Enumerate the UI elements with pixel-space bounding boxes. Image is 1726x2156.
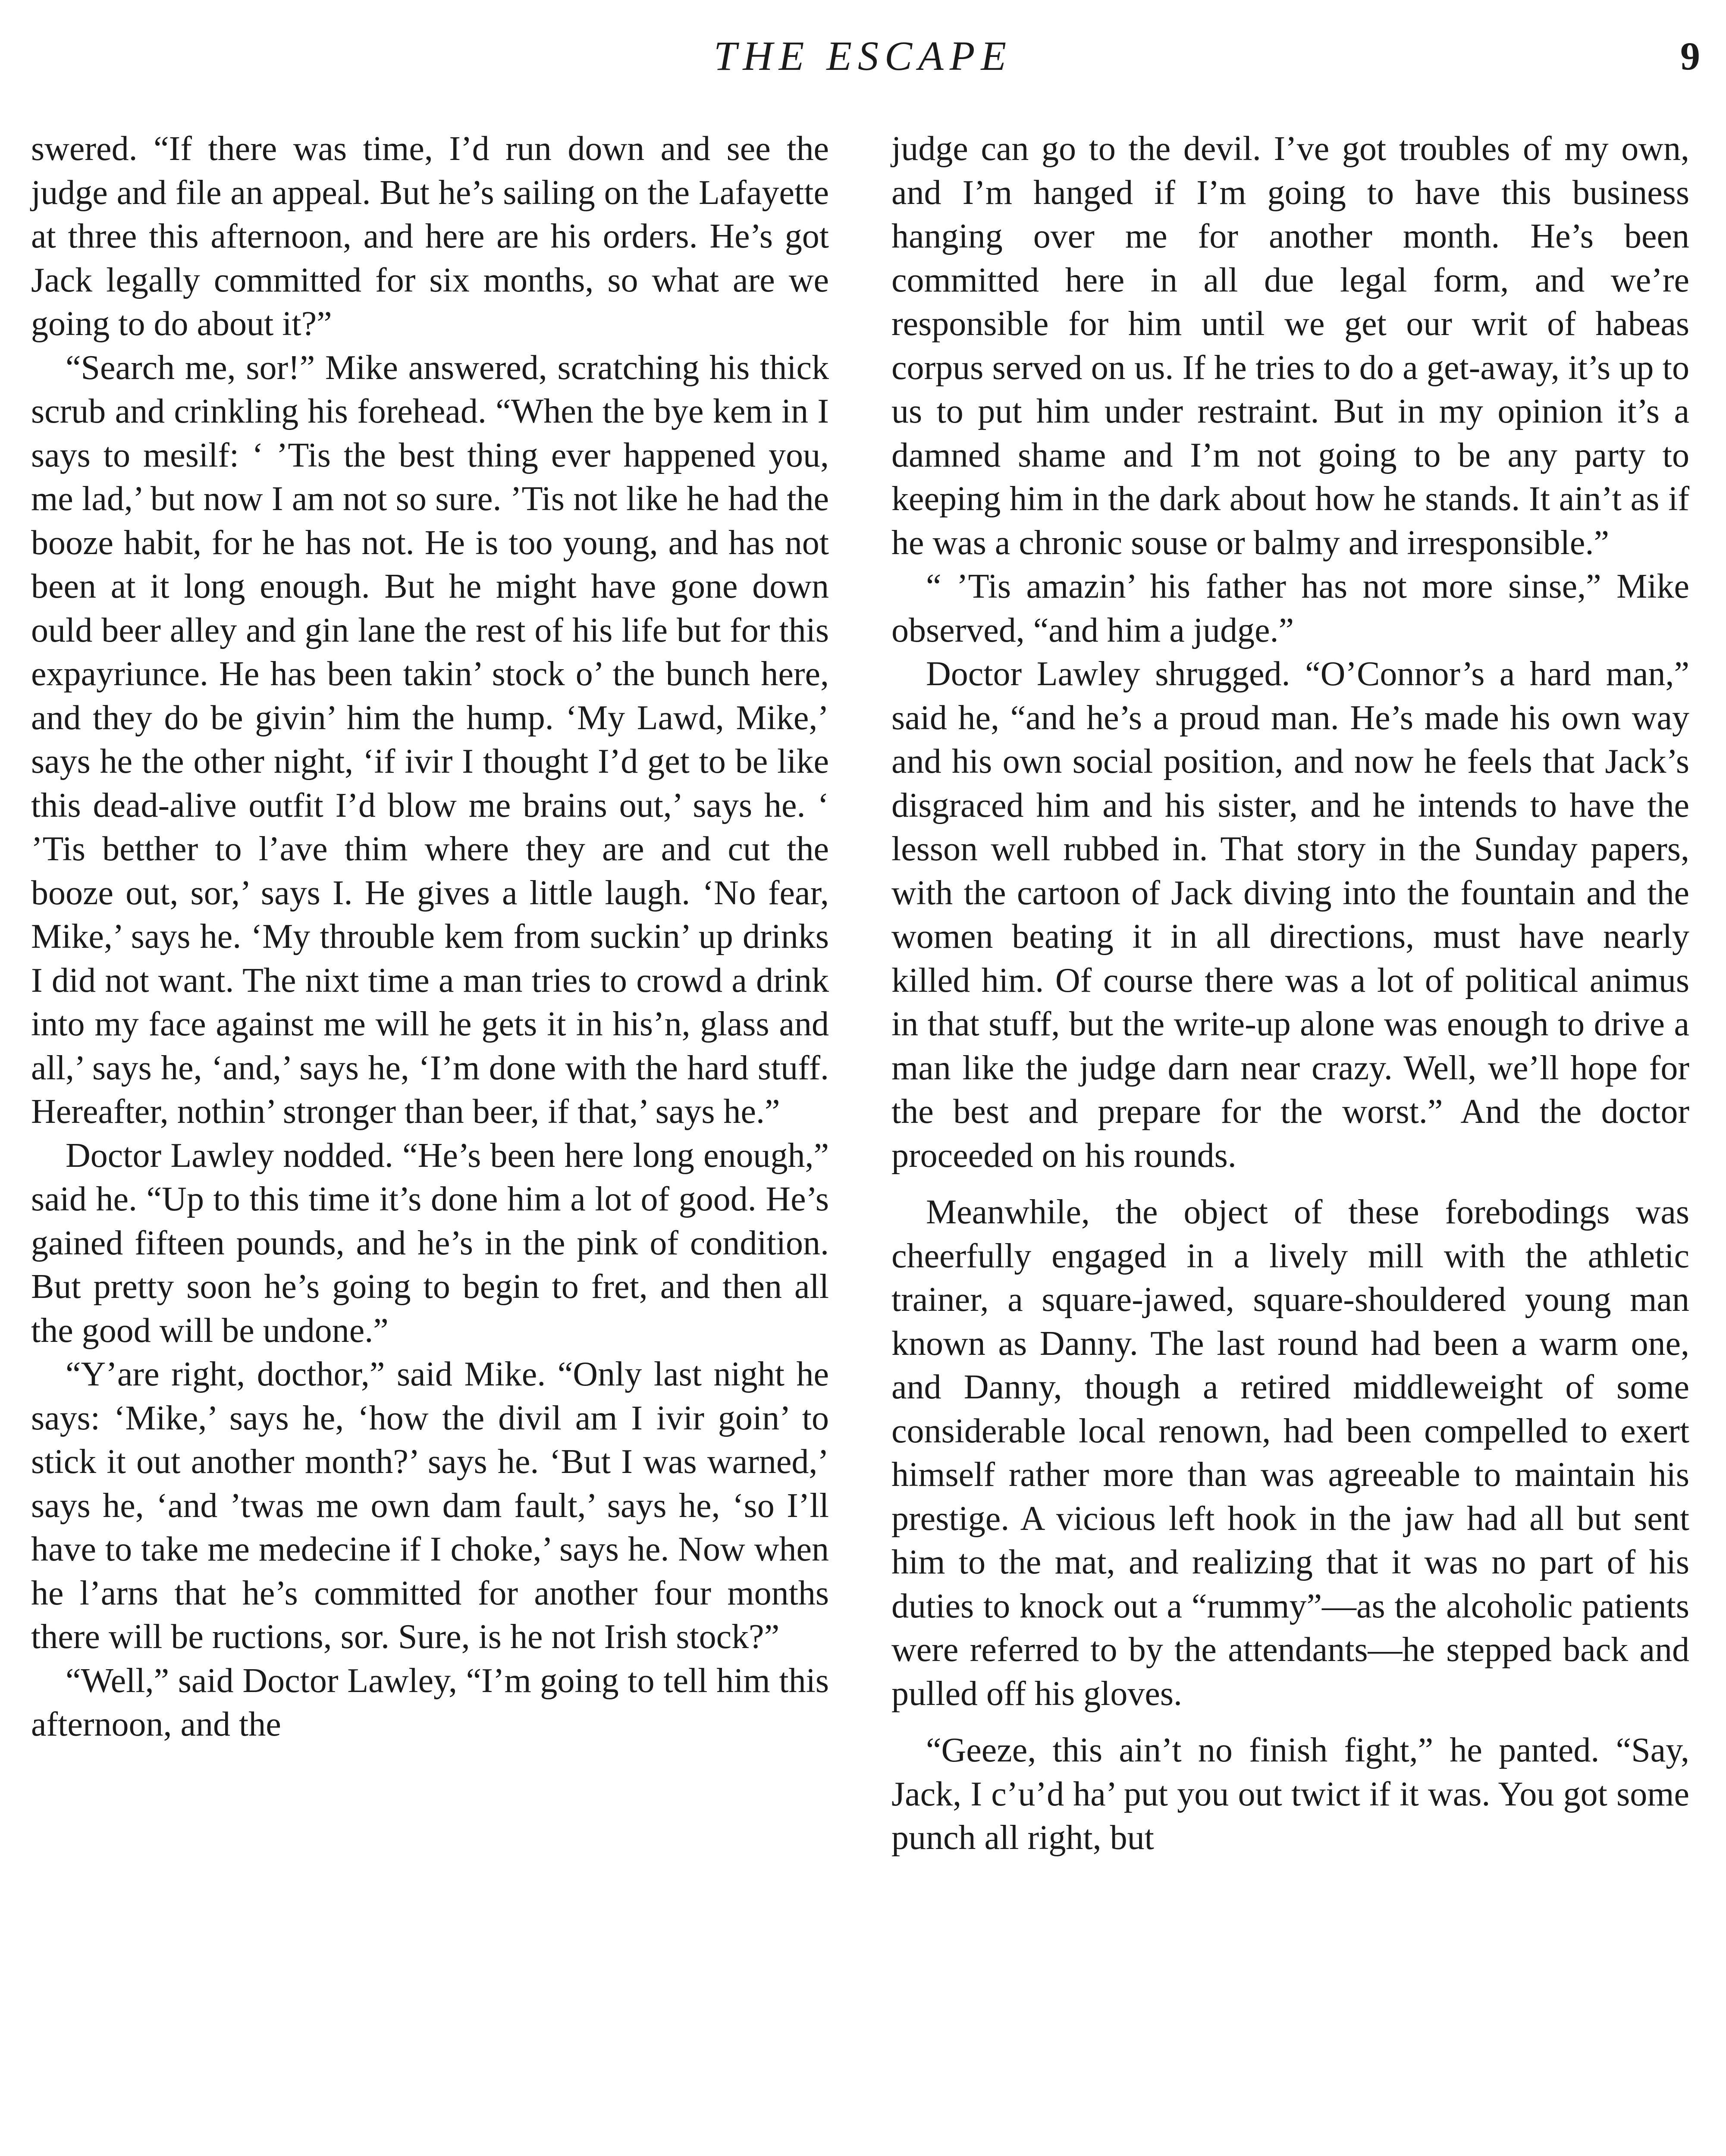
- page-number: 9: [1680, 34, 1700, 78]
- right-column: [891, 127, 1689, 1860]
- paragraph: “ ’Tis amazin’ his father has not more sinse,” Mike observed, “and him a judge.”: [891, 567, 1689, 649]
- paragraph: Doctor Lawley shrugged. “O’Connor’s a hard man,” said he, “and he’s a proud man. He’s made his own way and his own social position, and now he feels that Jack’s disgraced him and his sister, and he intends to have the lesson well rubbed in. That story in the Sunday papers, with the cartoon of Jack diving into the fountain and the women beating it in all directions, must have nearly killed him. Of course there was a lot of political animus in that stuff, but the write-up alone was enough to drive a man like the judge darn near crazy. Well, we’ll hope for the best and prepare for the worst.” And the doctor proceeded on his rounds.: [891, 655, 1689, 1175]
- paragraph: swered. “If there was time, I’d run down and see the judge and file an appeal. But he’s sailing on the Lafayette at three this afternoon, and here are his orders. He’s got Jack legally committed for six months, so what are we going to do about it?”: [31, 130, 829, 343]
- paragraph: “Geeze, this ain’t no finish fight,” he panted. “Say, Jack, I c’u’d ha’ put you out twict if it was. You got some punch all right, but: [891, 1731, 1689, 1857]
- paragraph: “Y’are right, docthor,” said Mike. “Only last night he says: ‘Mike,’ says he, ‘how the divil am I ivir goin’ to stick it out another month?’ says he. ‘But I was warned,’ says he, ‘and ’twas me own dam fault,’ says he, ‘so I’ll have to take me medecine if I choke,’ says he. Now when he l’arns that he’s committed for another four months there will be ructions, sor. Sure, is he not Irish stock?”: [31, 1355, 829, 1656]
- running-head: [0, 30, 1726, 82]
- paragraph: “Well,” said Doctor Lawley, “I’m going to tell him this afternoon, and the: [31, 1661, 829, 1743]
- paragraph: Meanwhile, the object of these forebodings was cheerfully engaged in a lively mill with the athletic trainer, a square-jawed, square-shouldered young man known as Danny. The last round had been a warm one, and Danny, though a retired middleweight of some considerable local renown, had been compelled to exert himself rather more than was agreeable to maintain his prestige. A vicious left hook in the jaw had all but sent him to the mat, and realizing that it was no part of his duties to knock out a “rummy”—as the alcoholic patients were referred to by the attendants—he stepped back and pulled off his gloves.: [891, 1193, 1689, 1713]
- paragraph: “Search me, sor!” Mike answered, scratching his thick scrub and crinkling his forehead. “When the bye kem in I says to mesilf: ‘ ’Tis the best thing ever happened you, me lad,’ but now I am not so sure. ’Tis not like he had the booze habit, for he has not. He is too young, and has not been at it long enough. But he might have gone down ould beer alley and gin lane the rest of his life but for this expayriunce. He has been takin’ stock o’ the bunch here, and they do be givin’ him the hump. ‘My Lawd, Mike,’ says he the other night, ‘if ivir I thought I’d get to be like this dead-alive outfit I’d blow me brains out,’ says he. ‘ ’Tis betther to l’ave thim where they are and cut the booze out, sor,’ says I. He gives a little laugh. ‘No fear, Mike,’ says he. ‘My throuble kem from suckin’ up drinks I did not want. The nixt time a man tries to crowd a drink into my face against me will he gets it in his’n, glass and all,’ says he, ‘and,’ says he, ‘I’m done with the hard stuff. Hereafter, nothin’ stronger than beer, if that,’ says he.”: [31, 348, 829, 1131]
- paragraph: Doctor Lawley nodded. “He’s been here long enough,” said he. “Up to this time it’s done him a lot of good. He’s gained fifteen pounds, and he’s in the pink of condition. But pretty soon he’s going to begin to fret, and then all the good will be undone.”: [31, 1136, 829, 1350]
- paragraph: judge can go to the devil. I’ve got troubles of my own, and I’m hanged if I’m going to have this business hanging over me for another month. He’s been committed here in all due legal form, and we’re responsible for him until we get our writ of habeas corpus served on us. If he tries to do a get-away, it’s up to us to put him under restraint. But in my opinion it’s a damned shame and I’m not going to be any party to keeping him in the dark about how he stands. It ain’t as if he was a chronic souse or balmy and irresponsible.”: [891, 130, 1689, 562]
- left-column: [31, 127, 829, 1747]
- running-title: THE ESCAPE: [714, 33, 1012, 79]
